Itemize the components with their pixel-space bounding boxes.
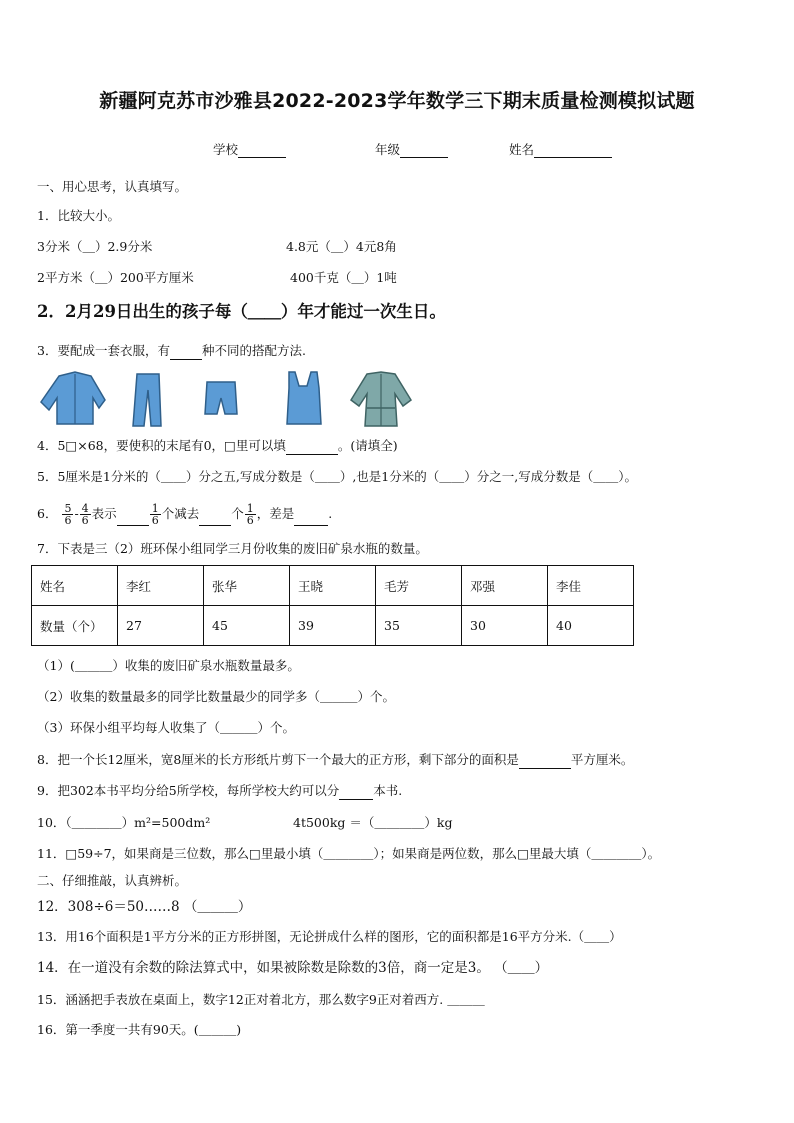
question-3: 3．要配成一套衣服，有 种不同的搭配方法.	[37, 343, 306, 358]
answer-blank[interactable]	[294, 512, 328, 526]
question-9: 9．把302本书平均分给5所学校，每所学校大约可以分 本书.	[37, 783, 403, 798]
question-5: 5．5厘米是1分米的（＿＿）分之五,写成分数是（＿＿）,也是1分米的（＿＿）分之一,写成分数是（＿＿）。	[37, 469, 637, 484]
question-4: 4．5□×68，要使积的末尾有0，□里可以填 。(请填全)	[37, 438, 398, 453]
question-10b: 4t500kg ＝（＿＿＿＿）kg	[293, 815, 453, 830]
name-blank[interactable]	[534, 144, 612, 158]
answer-blank[interactable]	[519, 755, 571, 769]
table-header-row: 姓名 李红 张华 王晓 毛芳 邓强 李佳	[32, 566, 634, 606]
grade-field: 年级	[375, 140, 448, 158]
fraction: $\frac{4}{6}$	[81, 502, 89, 527]
question-1c: 2平方米（＿）200平方厘米	[37, 270, 194, 285]
question-7-part-3: （3）环保小组平均每人收集了（＿＿＿）个。	[37, 720, 295, 735]
question-8: 8．把一个长12厘米，宽8厘米的长方形纸片剪下一个最大的正方形，剩下部分的面积是 平方厘米。	[37, 752, 634, 767]
question-12: 12．308÷6＝50……8 （＿＿＿）	[37, 899, 252, 915]
question-1-stem: 1．比较大小。	[37, 208, 120, 223]
question-13: 13．用16个面积是1平方分米的正方形拼图，无论拼成什么样的图形，它的面积都是16平方分米.（＿＿）	[37, 929, 622, 944]
question-6: 6． $\frac{5}{6}$ - $\frac{4}{6}$ 表示 $\frac{1}{6}$ 个减去 个 $\frac{1}{6}$ ，差是 .	[37, 502, 333, 527]
answer-blank[interactable]	[286, 441, 338, 455]
question-7-part-1: （1）(＿＿＿）收集的废旧矿泉水瓶数量最多。	[37, 658, 300, 673]
name-field: 姓名	[509, 140, 612, 158]
vest-icon	[287, 372, 321, 424]
question-1d: 400千克（＿）1吨	[290, 270, 397, 285]
shorts-icon	[205, 382, 237, 414]
fraction: $\frac{5}{6}$	[64, 502, 72, 527]
question-14: 14．在一道没有余数的除法算式中，如果被除数是除数的3倍，商一定是3。 （＿＿）	[37, 960, 549, 976]
answer-blank[interactable]	[199, 512, 231, 526]
coat-icon	[351, 372, 411, 426]
section-two-heading: 二、仔细推敲，认真辨析。	[37, 873, 188, 888]
question-15: 15．涵涵把手表放在桌面上，数字12正对着北方，那么数字9正对着西方. ＿＿＿	[37, 992, 485, 1007]
table-row: 数量（个） 27 45 39 35 30 40	[32, 606, 634, 646]
question-7-stem: 7．下表是三（2）班环保小组同学三月份收集的废旧矿泉水瓶的数量。	[37, 541, 428, 556]
grade-blank[interactable]	[400, 144, 448, 158]
page-title: 新疆阿克苏市沙雅县2022-2023学年数学三下期末质量检测模拟试题	[99, 90, 695, 112]
bottle-count-table	[31, 565, 634, 646]
clothing-illustration	[37, 368, 417, 430]
section-one-heading: 一、用心思考，认真填写。	[37, 179, 188, 194]
trousers-icon	[133, 374, 161, 426]
school-field: 学校	[213, 140, 286, 158]
question-11: 11．□59÷7，如果商是三位数，那么□里最小填（＿＿＿＿）；如果商是两位数，那么□里最大填（＿＿＿＿）。	[37, 846, 661, 861]
answer-blank[interactable]	[339, 786, 373, 800]
answer-blank[interactable]	[170, 346, 202, 360]
jacket-icon	[41, 372, 105, 424]
question-1a: 3分米（＿）2.9分米	[37, 239, 153, 254]
fraction: $\frac{1}{6}$	[151, 502, 159, 527]
question-16: 16．第一季度一共有90天。(＿＿＿)	[37, 1022, 242, 1037]
question-7-part-2: （2）收集的数量最多的同学比数量最少的同学多（＿＿＿）个。	[37, 689, 395, 704]
question-2: 2．2月29日出生的孩子每（＿＿）年才能过一次生日。	[37, 302, 446, 321]
question-1b: 4.8元（＿）4元8角	[286, 239, 397, 254]
answer-blank[interactable]	[117, 512, 149, 526]
school-blank[interactable]	[238, 144, 286, 158]
fraction: $\frac{1}{6}$	[246, 502, 254, 527]
question-10a: 10．（＿＿＿＿）m²=500dm²	[37, 815, 211, 830]
